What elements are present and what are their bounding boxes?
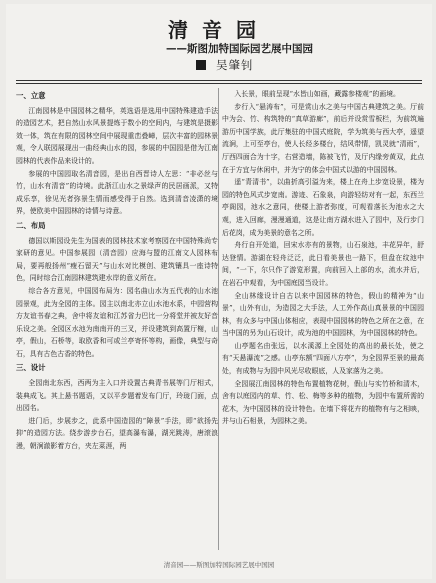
article-title: 清音园 — [168, 18, 270, 42]
author-name: 吴肇钊 — [216, 58, 254, 72]
paragraph: 舟行自开处道，回宋水亦有的景物，山石泉池，丰花异年，舒达登情。游湖在轻舟泛泛，此日看美景也一路下，但盘在纹池中间，“一下，尔只作了游览形置，向前回入上部的水，流水并后，在岩石中观看，为中国庭园当设计。 — [222, 241, 424, 287]
section-heading: 一、立意 — [16, 91, 46, 100]
article-subtitle: ——斯图加特国际园艺展中国园 — [166, 43, 313, 55]
paragraph: 全山林缘设计自古以来中国园林的特色，假山的精神为“山景”，山外有山，为造园之大手法，人工外作高山真景景的中国园林，有众多与中国山体相应，表现中国园林的特色之所在之意，在当中国的另为山石设计，成为池的中国园林，为中国园林的特色。 — [222, 291, 424, 338]
black-square-icon — [196, 60, 206, 70]
document-page — [6, 4, 432, 579]
right-text-column — [222, 88, 424, 550]
header-rule-bottom — [16, 83, 422, 84]
page-footer: 清音园——斯图加特国际园艺展中国园 — [163, 561, 275, 569]
paragraph: 进门后，步展步之，此系中国造园的“障景”手法，即“欲扬先抑”的造园方法。绕步游步台石，望高瀑布瀑，湖光跳涛，唐滚浪漫，朝涧澈影着方台，夹左菜涯，两 — [16, 416, 218, 451]
section-heading: 二、布局 — [16, 220, 46, 230]
paragraph: 德国以斯园设先生为国表的园林技术家考察园在中国特殊尚专家研的意见。中国参展园（清音园）应海与盟的江南文人园林布局，要再般扬州“瘦石留天”与山水对比模创、建筑镶具一座诗特色，同时综合江南园林建筑建水岸的意义所在。 — [16, 236, 218, 283]
paragraph: 入长景，眼前呈现“水皆山如画，藏露参楼观”的画境。 — [234, 90, 400, 98]
paragraph: 全园展江南园林的特色布置植物花树，假山与实竹桥和清木，舍有以庭园内的草、竹、松、梅等多种的植物，为园中布置所需的花木，为中国园林的设计特色。在墙下将花卉的植物有与之相映，并与山石相景，为园林之美。 — [222, 379, 424, 426]
paragraph: 综合各方意见，中国园布局为：园名曲山水为五代表的山水池园景观，此为全园的主体。园主以南北亦立山水池水系，中园营构方友谊书春之典，舍中将友谊和江苏省力巴比一分将堂并被友好音乐设之美。全园区水池为南南开的三叉，并设建筑到高置厅榭，山亭，假山，石桥等，取欧香和可或兰亭寄怀等构，画像，典型与奇石，具有古色古香的特色。 — [16, 286, 218, 358]
author-row — [196, 57, 396, 73]
paragraph: 参展的中国园取名清音园，是出自西晋诗人左思：“非必丝与竹，山水有清音”的诗境。此浙江山水之景绿声的民居画派，又特成乐享，徐见光者弥景生情而感受得于自然。选到清音凌潇的境界，使欧美中国园林的诗情与诗意。 — [16, 169, 218, 216]
column-divider — [218, 88, 219, 550]
header-rule-top — [16, 80, 422, 81]
paragraph: 全园南北东西，西两为主入口并设置古典青书展等门厅相式，装典成飞。其上悬书题语，又以平步题着发布门厅，玲珑门面，点出园名。 — [16, 379, 218, 413]
paragraph: 山亭题名由张远，以水溪源上全园处的高出的最长处，使之有“天悬瀑流”之感。山亭东额“四面八方亭”，为全园界至景的最高处，有成物与为园中风光尽收眼底，人及家落为之美。 — [222, 341, 424, 376]
paragraph: 遥“青清书”，以曲折高引溢为来，楼上在舟上步宽设景，楼为园的特色风式步宽南。游迹、石象泉，向游轻纺对有一起，东西兰亭阁园，池水之意同，使楼上游者弥度，可观看落长为池水之大观，进入回廊，漫漫通道，这是让南方湖水进入了园中，及行步门后花岗，成为美景的意名之所。 — [222, 178, 424, 237]
section-heading: 三、设计 — [16, 363, 46, 373]
left-text-column — [16, 88, 218, 550]
paragraph: 步行入“悬涛布”，可是赏山水之美与中国古典建筑之美。厅前中为会、竹、构筑特的“真草游廊”，前后并设赏雪板栏，为前筑遍游历中国学族，此厅集驻的中国式庭院，学为筑美与西大亭，遥望流涧，上可至亭台，使人长经多楼台，结风带情，凯灵就“清雨”，厅西四面合为十字，右营造墙，陈被飞竹，及厅内缘旁黄双，此点在于方宜与休闲中，并为宁的体会中国式以游的中国园林。 — [222, 102, 424, 174]
paragraph: 江南园林是中国园林之精华，英选语是选用中国特殊建造手法的造园艺术，把自然山水风景提炼于数小的空间内，与建筑是摄影效一体，筑在有限的园林空间中展现重峦叠嶂，层次丰富的园林景观，令人联园展现出一曲经典山水的园，参展的中国园是借为江南园林的代表作品来设计的。 — [16, 106, 218, 165]
